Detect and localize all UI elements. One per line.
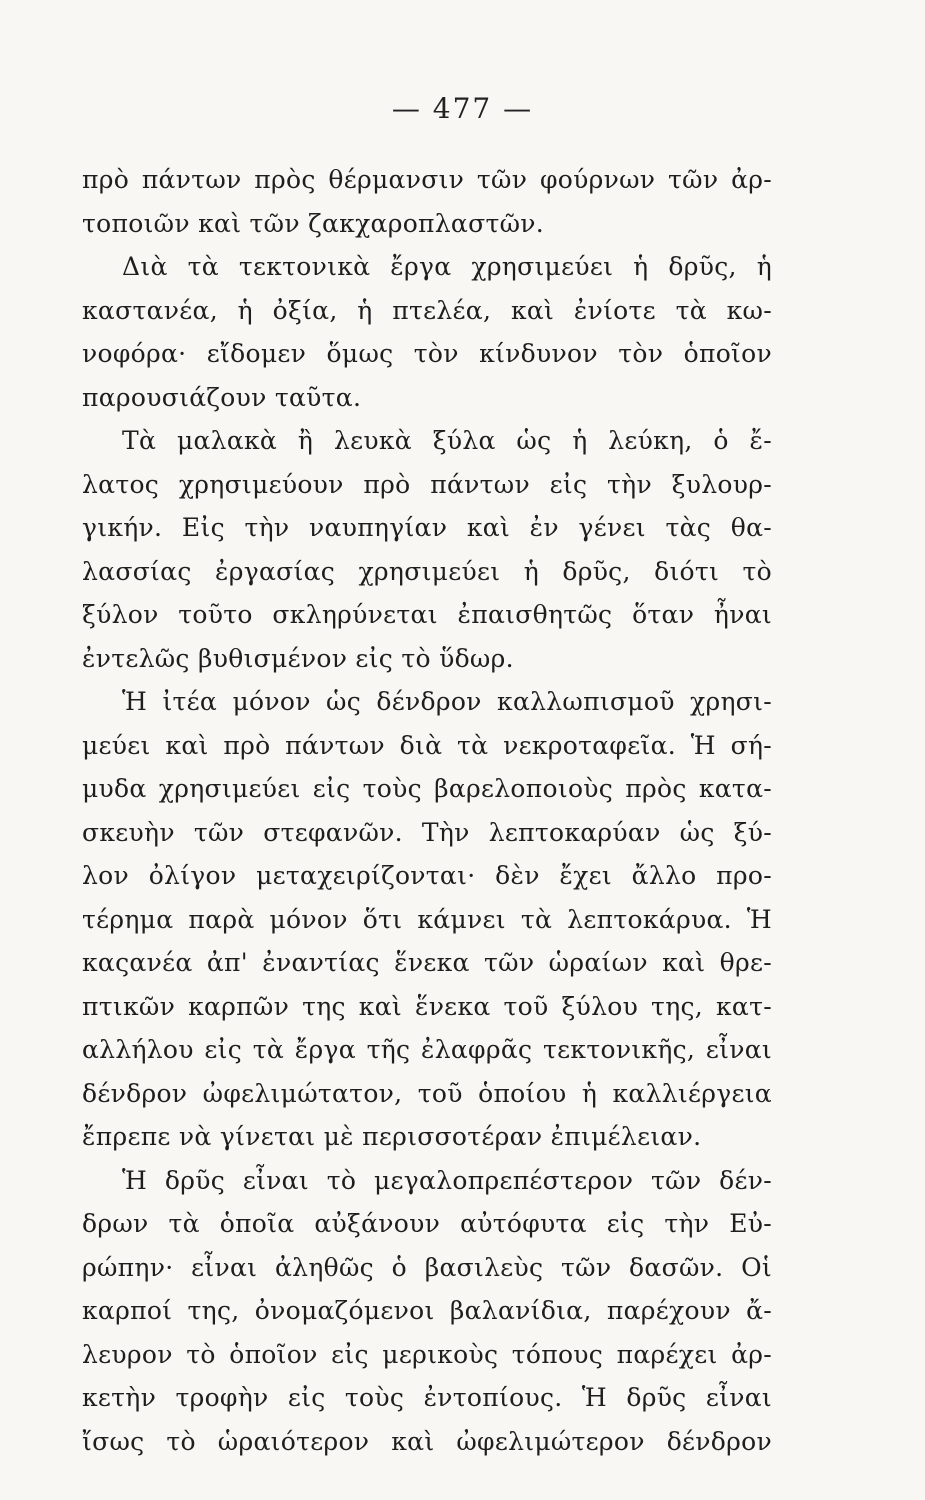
text-line: ἔπρεπε νὰ γίνεται μὲ περισσοτέραν ἐπιμέλειαν.: [82, 1122, 702, 1151]
text-line: μυδα χρησιμεύει εἰς τοὺς βαρελοποιοὺς πρὸς κατα-: [82, 774, 772, 803]
text-line: Διὰ τὰ τεκτονικὰ ἔργα χρησιμεύει ἡ δρῦς, ἡ: [122, 252, 772, 281]
text-line: Τὰ μαλακὰ ἢ λευκὰ ξύλα ὡς ἡ λεύκη, ὁ ἔ-: [122, 426, 772, 455]
text-line: ἐντελῶς βυθισμένον εἰς τὸ ὕδωρ.: [82, 643, 514, 673]
text-line: δρων τὰ ὁποῖα αὐξάνουν αὐτόφυτα εἰς τὴν Εὐ-: [82, 1209, 772, 1238]
text-line: καρποί της, ὀνομαζόμενοι βαλανίδια, παρέχουν ἄ-: [82, 1296, 772, 1325]
text-line: λευρον τὸ ὁποῖον εἰς μερικοὺς τόπους παρέχει ἀρ-: [82, 1339, 772, 1369]
text-line: νοφόρα· εἴδομεν ὅμως τὸν κίνδυνον τὸν ὁποῖον: [82, 339, 772, 368]
text-line: δένδρον ὠφελιμώτατον, τοῦ ὁποίου ἡ καλλιέργεια: [82, 1078, 772, 1108]
text-line: ξύλον τοῦτο σκληρύνεται ἐπαισθητῶς ὅταν ἦναι: [82, 600, 772, 629]
text-line: λασσίας ἐργασίας χρησιμεύει ἡ δρῦς, διότι τὸ: [82, 556, 772, 586]
text-line: καστανέα, ἡ ὀξία, ἡ πτελέα, καὶ ἐνίοτε τὰ κω-: [82, 295, 772, 325]
text-line: τοποιῶν καὶ τῶν ζακχαροπλαστῶν.: [82, 208, 545, 238]
text-line: μεύει καὶ πρὸ πάντων διὰ τὰ νεκροταφεῖα. Ἡ σή-: [82, 730, 772, 760]
body-text: [82, 158, 772, 1463]
text-line: πρὸ πάντων πρὸς θέρμανσιν τῶν φούρνων τῶν ἀρ-: [82, 165, 772, 194]
text-line: κετὴν τροφὴν εἰς τοὺς ἐντοπίους. Ἡ δρῦς εἶναι: [82, 1383, 772, 1412]
text-line: ἴσως τὸ ὡραιότερον καὶ ὠφελιμώτερον δένδρον: [82, 1426, 772, 1456]
page-number: — 477 —: [391, 92, 534, 125]
text-line: παρουσιάζουν ταῦτα.: [82, 382, 362, 412]
text-line: τέρημα παρὰ μόνον ὅτι κάμνει τὰ λεπτοκάρυα. Ἡ: [82, 904, 772, 934]
text-line: λατος χρησιμεύουν πρὸ πάντων εἰς τὴν ξυλουρ-: [82, 469, 772, 499]
text-line: καςανέα ἀπ' ἐναντίας ἕνεκα τῶν ὡραίων καὶ θρε-: [82, 948, 772, 977]
text-line: γικήν. Εἰς τὴν ναυπηγίαν καὶ ἐν γένει τὰς θα-: [82, 513, 772, 542]
text-line: σκευὴν τῶν στεφανῶν. Τὴν λεπτοκαρύαν ὡς ξύ-: [82, 817, 772, 847]
text-line: αλλήλου εἰς τὰ ἔργα τῆς ἐλαφρᾶς τεκτονικῆς, εἶναι: [82, 1035, 772, 1064]
text-line: Ἡ ἰτέα μόνον ὡς δένδρον καλλωπισμοῦ χρησι-: [122, 687, 772, 716]
text-line: ρώπην· εἶναι ἀληθῶς ὁ βασιλεὺς τῶν δασῶν. Οἱ: [82, 1252, 772, 1282]
text-line: πτικῶν καρπῶν της καὶ ἕνεκα τοῦ ξύλου της, κατ-: [82, 991, 772, 1021]
text-line: λον ὀλίγον μεταχειρίζονται· δὲν ἔχει ἄλλο προ-: [82, 861, 772, 890]
text-line: Ἡ δρῦς εἶναι τὸ μεγαλοπρεπέστερον τῶν δέν-: [122, 1165, 772, 1195]
